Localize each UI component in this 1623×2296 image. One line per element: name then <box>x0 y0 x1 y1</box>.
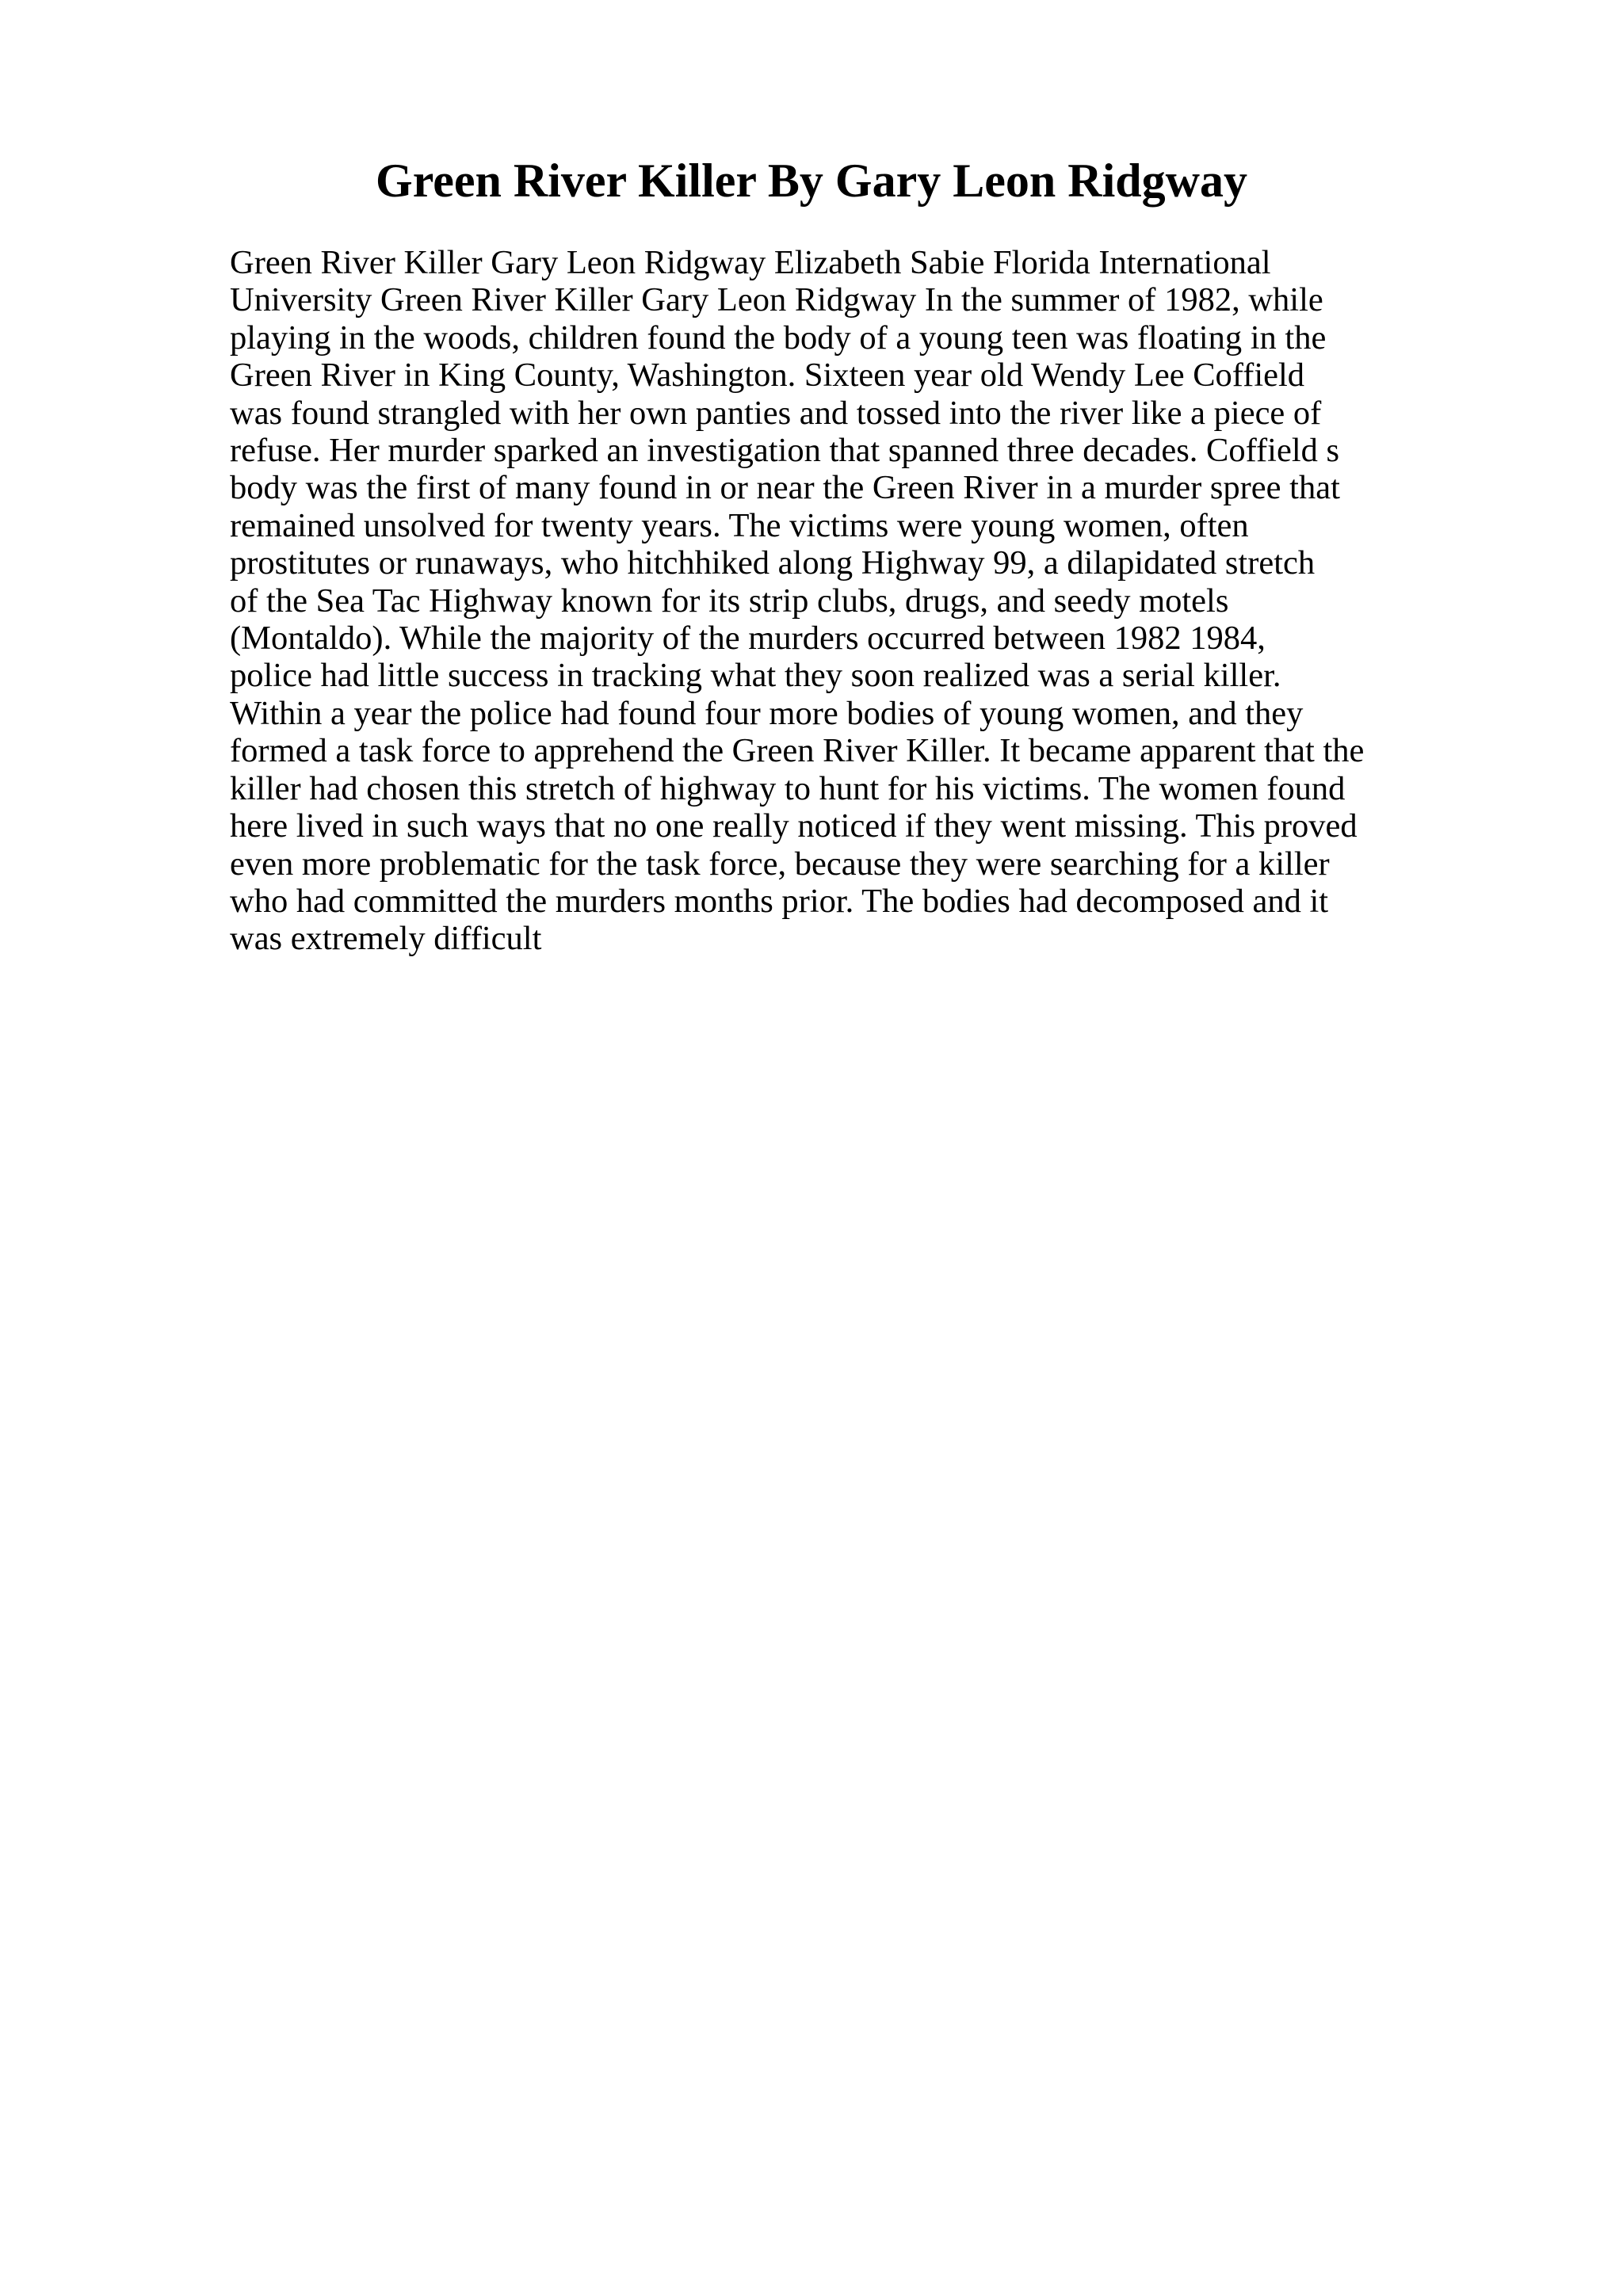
body-line: of the Sea Tac Highway known for its strip clubs, drugs, and seedy motels <box>230 582 1229 620</box>
body-line: formed a task force to apprehend the Green River Killer. It became apparent that the <box>230 732 1365 770</box>
body-line: playing in the woods, children found the body of a young teen was floating in the <box>230 318 1327 357</box>
body-line: Within a year the police had found four more bodies of young women, and they <box>230 694 1304 732</box>
document-title: Green River Killer By Gary Leon Ridgway <box>376 154 1247 207</box>
body-line: was extremely difficult <box>230 920 542 958</box>
body-line: prostitutes or runaways, who hitchhiked along Highway 99, a dilapidated stretch <box>230 544 1316 582</box>
body-line: Green River Killer Gary Leon Ridgway Elizabeth Sabie Florida International <box>230 244 1271 281</box>
body-line: even more problematic for the task force, because they were searching for a killer <box>230 845 1330 883</box>
body-line: was found strangled with her own panties and tossed into the river like a piece of <box>230 394 1322 432</box>
body-line: University Green River Killer Gary Leon Ridgway In the summer of 1982, while <box>230 281 1323 319</box>
document-body <box>230 244 1498 958</box>
body-line: police had little success in tracking what they soon realized was a serial killer. <box>230 657 1281 695</box>
body-line: body was the first of many found in or near the Green River in a murder spree that <box>230 469 1340 507</box>
body-line: who had committed the murders months prior. The bodies had decomposed and it <box>230 882 1329 920</box>
body-line: remained unsolved for twenty years. The victims were young women, often <box>230 506 1249 544</box>
body-line: Green River in King County, Washington. Sixteen year old Wendy Lee Coffield <box>230 357 1305 395</box>
body-line: refuse. Her murder sparked an investigation that spanned three decades. Coffield s <box>230 432 1340 470</box>
body-line: (Montaldo). While the majority of the murders occurred between 1982 1984, <box>230 620 1266 658</box>
body-line: killer had chosen this stretch of highway to hunt for his victims. The women found <box>230 769 1346 807</box>
body-line: here lived in such ways that no one really noticed if they went missing. This proved <box>230 807 1358 845</box>
